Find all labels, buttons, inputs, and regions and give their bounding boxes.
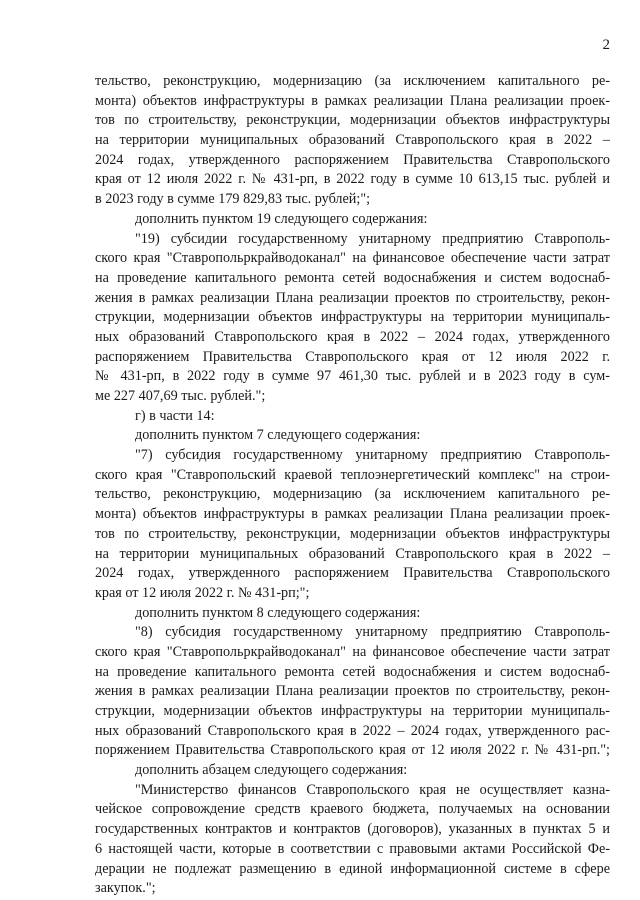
document-body xyxy=(95,72,610,899)
text-line: ных образований Ставропольского края в 2022 – 2024 годах, утвержденного рас- xyxy=(95,722,610,739)
text-line: в 2023 году в сумме 179 829,83 тыс. рублей;"; xyxy=(95,191,371,208)
text-line: жения в рамках реализации Плана реализации проектов по строительству, рекон- xyxy=(95,289,610,306)
text-line: "Министерство финансов Ставропольского края не осуществляет казна- xyxy=(135,781,610,798)
text-line: 2024 годах, утвержденного распоряжением Правительства Ставропольского xyxy=(95,565,610,582)
text-line: ского края "Ставропольский краевой теплоэнергетический комплекс" на строи- xyxy=(95,466,610,483)
text-line: чейское сопровождение средств краевого бюджета, получаемых на основании xyxy=(95,801,610,818)
text-line: г) в части 14: xyxy=(135,407,215,424)
text-line: края от 12 июля 2022 г. № 431-рп, в 2022 году в сумме 10 613,15 тыс. рублей и xyxy=(95,171,610,188)
text-line: на проведение капитального ремонта сетей водоснабжения и систем водоснаб- xyxy=(95,269,610,286)
text-line: ме 227 407,69 тыс. рублей."; xyxy=(95,388,266,404)
text-line: тов по строительству, реконструкции, модернизации объектов инфраструктуры xyxy=(95,525,610,542)
text-line: ского края "Ставропольркрайводоканал" на финансовое обеспечение части затрат xyxy=(95,643,610,660)
text-line: жения в рамках реализации Плана реализации проектов по строительству, рекон- xyxy=(95,683,610,700)
text-line: на территории муниципальных образований Ставропольского края в 2022 – xyxy=(95,132,610,149)
page-number: 2 xyxy=(602,37,610,53)
text-line: тельство, реконструкцию, модернизацию (за исключением капитального ре- xyxy=(95,73,610,89)
text-line: тов по строительству, реконструкции, модернизации объектов инфраструктуры xyxy=(95,112,610,129)
text-line: дополнить пунктом 19 следующего содержания: xyxy=(135,210,428,227)
text-line: струкции, модернизации объектов инфраструктуры на территории муниципаль- xyxy=(95,309,610,326)
text-line: закупок."; xyxy=(95,880,156,897)
text-line: на проведение капитального ремонта сетей водоснабжения и систем водоснаб- xyxy=(95,663,610,680)
text-line: распоряжением Правительства Ставропольского края от 12 июля 2022 г. xyxy=(95,348,610,365)
text-line: "8) субсидия государственному унитарному предприятию Ставрополь- xyxy=(135,624,610,641)
text-line: дополнить пунктом 8 следующего содержания: xyxy=(135,604,421,621)
text-line: тельство, реконструкцию, модернизацию (за исключением капитального ре- xyxy=(95,486,610,503)
text-line: монта) объектов инфраструктуры в рамках реализации Плана реализации проек- xyxy=(95,506,610,523)
text-line: "19) субсидии государственному унитарному предприятию Ставрополь- xyxy=(135,230,610,247)
text-line: 2024 годах, утвержденного распоряжением Правительства Ставропольского xyxy=(95,151,610,168)
text-line: дерации не подлежат размещению в единой информационной системе в сфере xyxy=(95,860,610,877)
text-line: государственных контрактов и контрактов (договоров), указанных в пунктах 5 и xyxy=(95,821,610,838)
text-line: 6 настоящей части, которые в соответствии с правовыми актами Российской Фе- xyxy=(95,840,610,857)
text-line: "7) субсидия государственному унитарному предприятию Ставрополь- xyxy=(135,447,610,464)
text-line: струкции, модернизации объектов инфраструктуры на территории муниципаль- xyxy=(95,703,610,719)
text-line: монта) объектов инфраструктуры в рамках реализации Плана реализации проек- xyxy=(95,92,610,109)
text-line: края от 12 июля 2022 г. № 431-рп;"; xyxy=(95,584,310,601)
text-line: ных образований Ставропольского края в 2022 – 2024 годах, утвержденного xyxy=(95,328,610,345)
text-line: дополнить пунктом 7 следующего содержания: xyxy=(135,427,421,444)
text-line: поряжением Правительства Ставропольского края от 12 июля 2022 г. № 431-рп."; xyxy=(95,742,610,759)
text-line: № 431-рп, в 2022 году в сумме 97 461,30 тыс. рублей и в 2023 году в сум- xyxy=(95,368,610,385)
text-line: дополнить абзацем следующего содержания: xyxy=(135,762,408,779)
text-line: ского края "Ставропольркрайводоканал" на финансовое обеспечение части затрат xyxy=(95,250,610,267)
text-line: на территории муниципальных образований Ставропольского края в 2022 – xyxy=(95,545,610,562)
